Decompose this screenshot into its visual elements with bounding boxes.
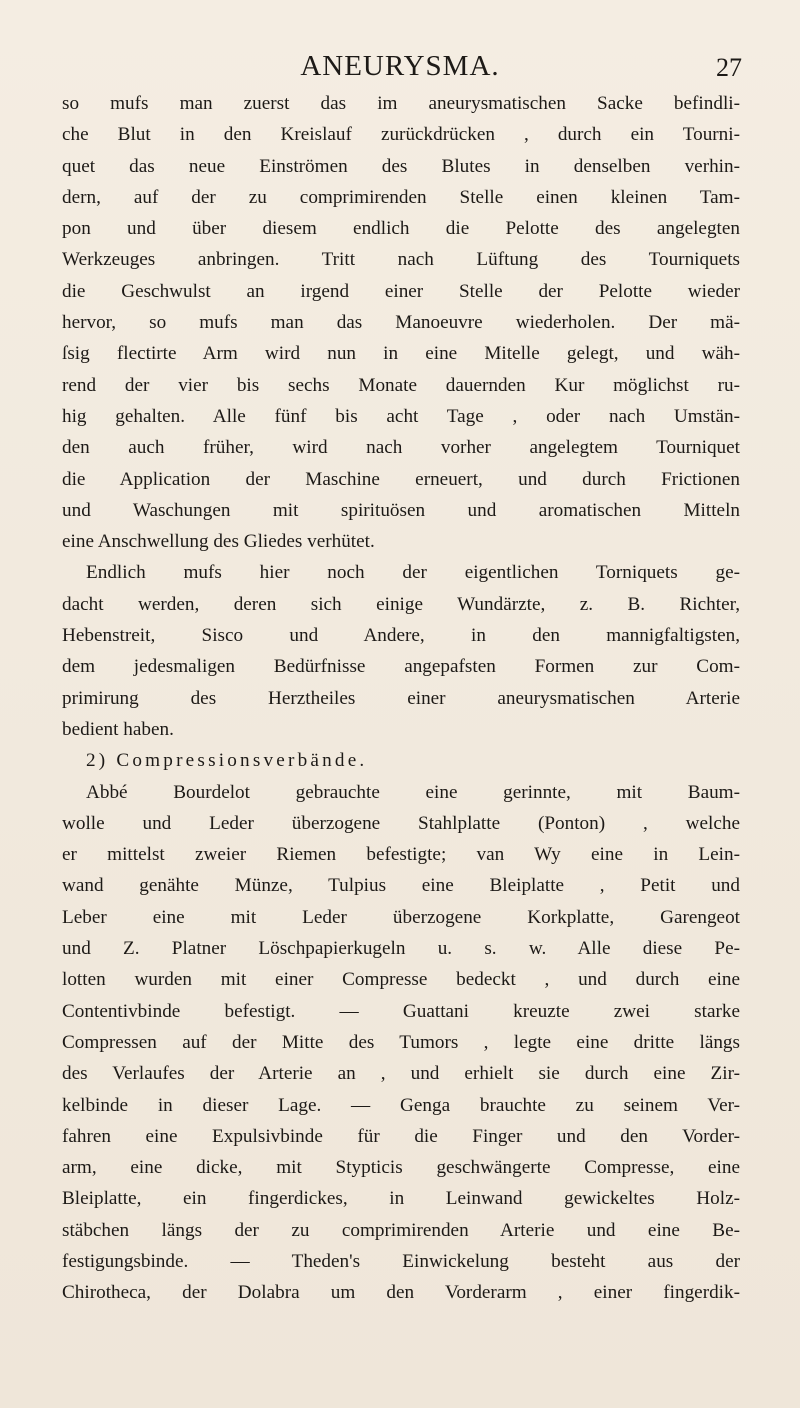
text-line: und Z. Platner Löschpapierkugeln u. s. w. Alle diese Pe- bbox=[62, 938, 740, 960]
text-line: pon und über diesem endlich die Pelotte des angelegten bbox=[62, 218, 740, 240]
page-number: 27 bbox=[716, 53, 742, 82]
text-line: quet das neue Einströmen des Blutes in denselben verhin- bbox=[62, 155, 740, 177]
text-line: Chirotheca, der Dolabra um den Vorderarm , einer fingerdik- bbox=[62, 1282, 740, 1304]
text-line: hig gehalten. Alle fünf bis acht Tage , oder nach Umstän- bbox=[62, 405, 740, 427]
text-line: Hebenstreit, Sisco und Andere, in den mannigfaltigsten, bbox=[62, 625, 740, 647]
text-line: lotten wurden mit einer Compresse bedeckt , und durch eine bbox=[62, 969, 740, 991]
text-line: Abbé Bourdelot gebrauchte eine gerinnte, mit Baum- bbox=[86, 781, 740, 803]
text-line: so mufs man zuerst das im aneurysmatischen Sacke befindli- bbox=[62, 93, 740, 114]
text-line: eine Anschwellung des Gliedes verhütet. bbox=[62, 531, 375, 553]
text-line: dern, auf der zu comprimirenden Stelle einen kleinen Tam- bbox=[62, 186, 740, 208]
text-line: primirung des Herztheiles einer aneurysmatischen Arterie bbox=[62, 687, 740, 709]
text-line: des Verlaufes der Arterie an , und erhielt sie durch eine Zir- bbox=[62, 1063, 740, 1085]
text-line: Endlich mufs hier noch der eigentlichen Torniquets ge- bbox=[86, 562, 740, 584]
text-line: ſsig flectirte Arm wird nun in eine Mitelle gelegt, und wäh- bbox=[62, 343, 740, 365]
text-line: wolle und Leder überzogene Stahlplatte (Ponton) , welche bbox=[62, 812, 740, 834]
text-line: kelbinde in dieser Lage. — Genga brauchte zu seinem Ver- bbox=[62, 1094, 740, 1116]
text-line: Leber eine mit Leder überzogene Korkplatte, Garengeot bbox=[62, 906, 740, 928]
text-line: festigungsbinde. — Theden's Einwickelung besteht aus der bbox=[62, 1250, 740, 1272]
text-line: Bleiplatte, ein fingerdickes, in Leinwand gewickeltes Holz- bbox=[62, 1188, 740, 1210]
text-line: arm, eine dicke, mit Stypticis geschwängerte Compresse, eine bbox=[62, 1157, 740, 1179]
text-line: rend der vier bis sechs Monate dauernden Kur möglichst ru- bbox=[62, 374, 740, 396]
text-line: Compressen auf der Mitte des Tumors , legte eine dritte längs bbox=[62, 1031, 740, 1053]
text-line: stäbchen längs der zu comprimirenden Arterie und eine Be- bbox=[62, 1219, 740, 1241]
running-title: ANEURYSMA. bbox=[300, 50, 500, 82]
text-line: bedient haben. bbox=[62, 718, 174, 740]
section-heading: 2) Compressionsverbände. bbox=[86, 750, 368, 772]
text-line: dem jedesmaligen Bedürfnisse angepafsten Formen zur Com- bbox=[62, 656, 740, 678]
text-line: hervor, so mufs man das Manoeuvre wiederholen. Der mä- bbox=[62, 312, 740, 334]
text-line: die Geschwulst an irgend einer Stelle der Pelotte wieder bbox=[62, 280, 740, 302]
text-line: die Application der Maschine erneuert, und durch Frictionen bbox=[62, 468, 740, 490]
text-line: Contentivbinde befestigt. — Guattani kreuzte zwei starke bbox=[62, 1000, 740, 1022]
text-line: fahren eine Expulsivbinde für die Finger und den Vorder- bbox=[62, 1125, 740, 1147]
text-line: und Waschungen mit spirituösen und aromatischen Mitteln bbox=[62, 499, 740, 521]
text-line: er mittelst zweier Riemen befestigte; van Wy eine in Lein- bbox=[62, 844, 740, 866]
text-line: wand genähte Münze, Tulpius eine Bleiplatte , Petit und bbox=[62, 875, 740, 897]
body-text bbox=[62, 88, 740, 1309]
text-line: den auch früher, wird nach vorher angelegtem Tourniquet bbox=[62, 437, 740, 459]
page-header bbox=[0, 46, 800, 86]
text-line: che Blut in den Kreislauf zurückdrücken , durch ein Tourni- bbox=[62, 124, 740, 146]
text-line: Werkzeuges anbringen. Tritt nach Lüftung des Tourniquets bbox=[62, 249, 740, 271]
text-line: dacht werden, deren sich einige Wundärzte, z. B. Richter, bbox=[62, 593, 740, 615]
